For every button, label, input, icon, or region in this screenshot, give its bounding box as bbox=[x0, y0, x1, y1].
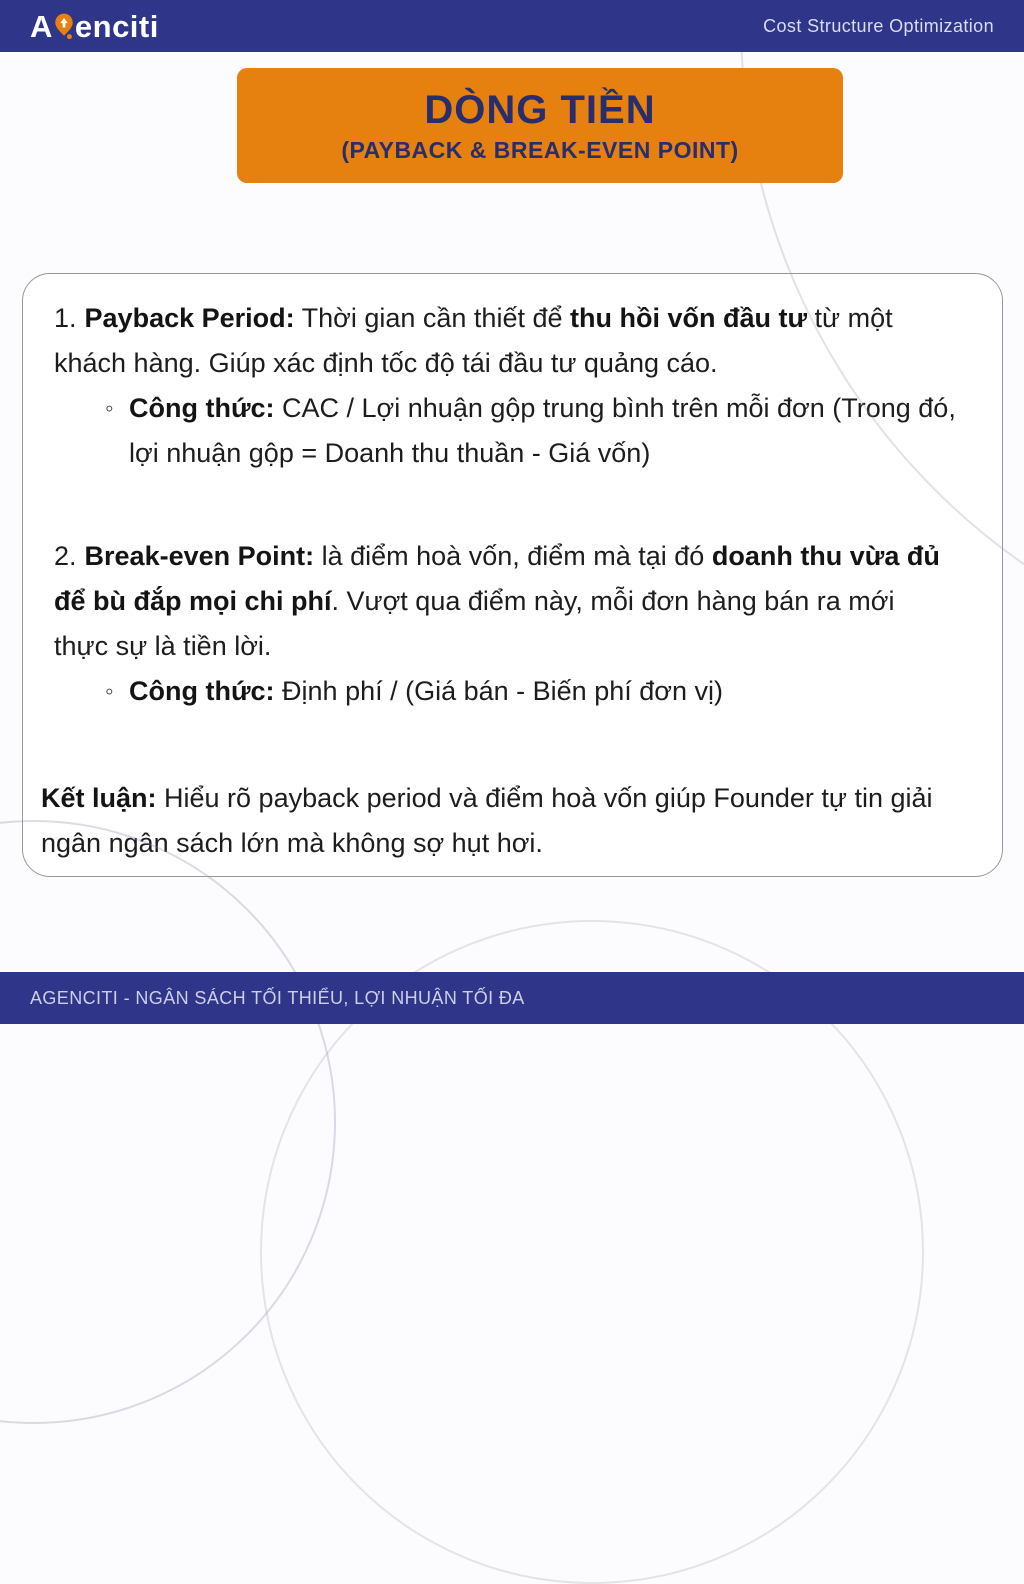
hollow-bullet-icon: ◦ bbox=[105, 395, 114, 422]
list-number: 1. bbox=[54, 303, 77, 333]
logo-text-suffix: enciti bbox=[74, 8, 159, 44]
header-tagline: Cost Structure Optimization bbox=[763, 15, 994, 36]
list-number: 2. bbox=[54, 541, 77, 571]
sub-bullet-text: Công thức: CAC / Lợi nhuận gộp trung bình trên mỗi đơn (Trong đó, lợi nhuận gộp = Doanh thu thuần - Giá vốn) bbox=[129, 393, 956, 468]
location-pin-icon bbox=[54, 12, 74, 42]
footer-bar bbox=[0, 972, 1024, 1024]
header-bar bbox=[0, 0, 1024, 52]
list-item-text: Payback Period: Thời gian cần thiết để thu hồi vốn đầu tư từ một khách hàng. Giúp xác định tốc độ tái đầu tư quảng cáo. bbox=[54, 303, 893, 378]
conclusion-paragraph: Kết luận: Hiểu rõ payback period và điểm hoà vốn giúp Founder tự tin giải ngân ngân sách lớn mà không sợ hụt hơi. bbox=[41, 783, 933, 858]
agenciti-logo bbox=[30, 8, 159, 44]
list-item-break-even-point bbox=[41, 534, 954, 669]
list-item-payback-period bbox=[41, 296, 942, 386]
logo-text-prefix: A bbox=[30, 8, 53, 44]
sub-bullet-break-even-formula bbox=[41, 669, 976, 714]
title-banner bbox=[237, 68, 843, 183]
sub-bullet-payback-formula bbox=[41, 386, 976, 476]
footer-text: AGENCITI - NGÂN SÁCH TỐI THIỂU, LỢI NHUẬN TỐI ĐA bbox=[30, 987, 525, 1008]
sub-bullet-text: Công thức: Định phí / (Giá bán - Biến phí đơn vị) bbox=[129, 676, 723, 706]
slide-title: DÒNG TIỀN bbox=[424, 88, 656, 132]
slide-subtitle: (PAYBACK & BREAK-EVEN POINT) bbox=[341, 137, 739, 163]
decor-circle-bottom-left bbox=[0, 820, 336, 1424]
list-item-text: Break-even Point: là điểm hoà vốn, điểm mà tại đó doanh thu vừa đủ để bù đắp mọi chi phí. Vượt qua điểm này, mỗi đơn hàng bán ra mới thực sự là tiền lời. bbox=[54, 541, 940, 661]
hollow-bullet-icon: ◦ bbox=[105, 678, 114, 705]
content-card bbox=[22, 273, 1003, 877]
